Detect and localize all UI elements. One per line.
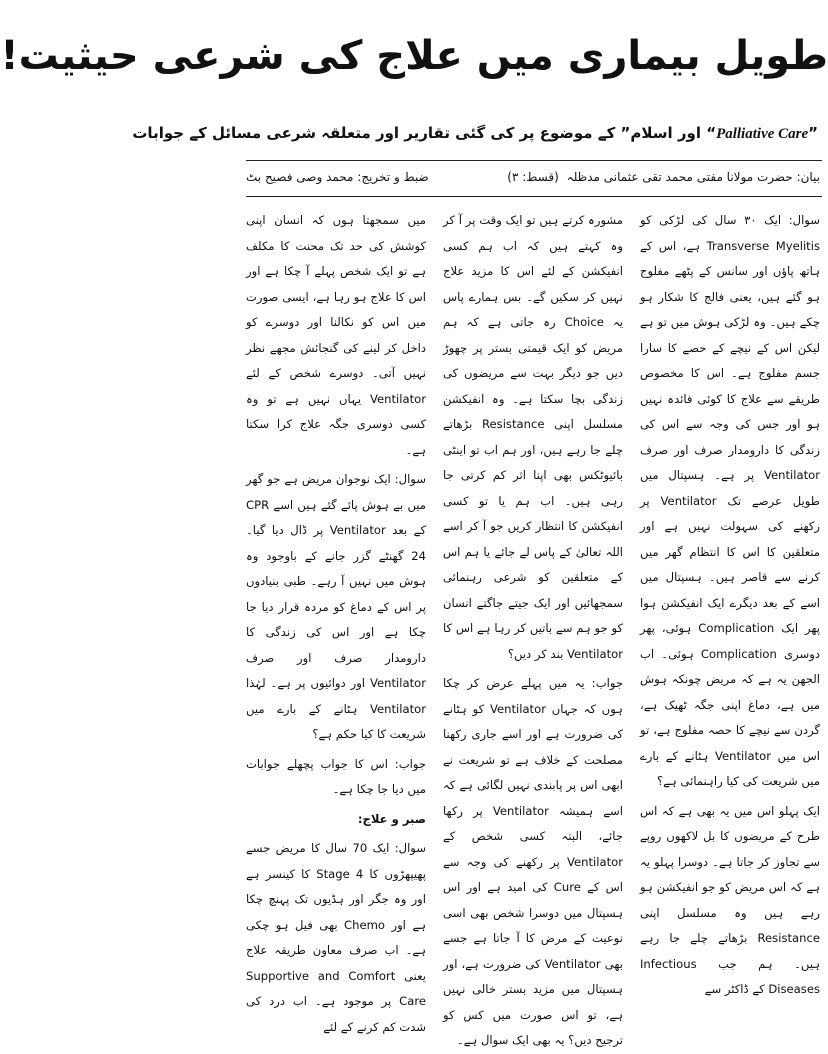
paragraph: جواب: یہ میں پہلے عرض کر چکا ہوں کہ جہاں Ventilator کو ہٹانے کی ضرورت ہے اور اسے جاری رکھنا مصلحت کے خلاف ہے تو شریعت نے ابھی اس پر پابندی نہیں لگائی ہے کہ اسے ہمیشہ Ventilator پر رکھا جائے، البتہ کسی شخص کے Ventilator پر رکھنے کی وجہ سے اس کے Cure کی امید ہے اور اس ہسپتال میں دوسرا شخص بھی اسی نوعیت کے مرض کا آ جاتا ہے جسے بھی Ventilator کی ضرورت ہے، اور ہسپتال میں مزید بستر خالی نہیں ہے، تو اس صورت میں کس کو ترجیح دیں؟ یہ بھی ایک سوال ہے۔ [443, 676, 623, 1047]
byline-author: بیان: حضرت مولانا مفتی محمد تقی عثمانی مدظلہ [566, 170, 820, 184]
paragraph: جواب: اس کا جواب پچھلے جوابات میں دیا جا چکا ہے۔ [246, 756, 426, 796]
column-middle [443, 208, 623, 1047]
byline-part: (قسط: ۳) [507, 170, 559, 184]
subtitle-quote-open: ” [808, 124, 818, 142]
paragraph: سوال: ایک نوجوان مریض ہے جو گھر میں بے ہوش پائے گئے ہیں اسے CPR کے بعد Ventilator پر ڈال دیا گیا۔ 24 گھنٹے گزر جانے کے باوجود وہ ہوش میں نہیں آ رہے۔ طبی بنیادوں پر اس کے دماغ کو مردہ قرار دیا جا چکا ہے اور اس کی زندگی کا دارومدار صرف اور صرف Ventilator اور دوائیوں پر ہے۔ لہٰذا Ventilator ہٹانے کے بارے میں شریعت کا کیا حکم ہے؟ [246, 472, 426, 741]
paragraph: میں سمجھتا ہوں کہ انسان اپنی کوشش کی حد تک محنت کا مکلف ہے تو ایک شخص پہلے آ چکا ہے اور اس کا علاج ہو رہا ہے، ایسی صورت میں اس کو نکالنا اور دوسرے کو داخل کر لینے کی گنجائش مجھے نظر نہیں آتی۔ دوسرے شخص کے لئے Ventilator یہاں نہیں ہے تو وہ کسی دوسری جگہ علاج کرا سکتا ہے۔ [246, 213, 426, 457]
column-right [640, 208, 821, 996]
byline [246, 166, 820, 192]
bottom-rule [246, 196, 822, 197]
paragraph: ایک پہلو اس میں یہ بھی ہے کہ اس طرح کے مریضوں کا بل لاکھوں روپے سے تجاوز کر جاتا ہے۔ دوسرا پہلو یہ ہے کہ اس مریض کو جو انفیکشن ہو رہے ہیں وہ مسلسل اپنی Resistance بڑھاتے چلے جا رہے ہیں۔ ہم جب Infectious Diseases کے ڈاکٹر سے [640, 803, 820, 996]
top-rule [246, 160, 822, 161]
column-left [246, 208, 427, 1034]
subtitle-english: Palliative Care [716, 126, 809, 142]
paragraph: سوال: ایک ۳۰ سال کی لڑکی کو Transverse Myelitis ہے، اس کے ہاتھ پاؤں اور سانس کے پٹھے مفلوج ہو گئے ہیں، یعنی فالج کا شکار ہو چکے ہیں۔ وہ لڑکی ہوش میں تو ہے لیکن اس کے نیچے کے حصے کا سارا جسم مفلوج ہے۔ اس کا مخصوص طریقے سے علاج کا کوئی فائدہ نہیں ہو اور جس کی وجہ سے اس کی زندگی کا دارومدار صرف اور صرف Ventilator پر ہے۔ ہسپتال میں طویل عرصے تک Ventilator پر رکھنے کی سہولت نہیں ہے اور متعلقین کا اس کا انتظام گھر میں کرنے سے قاصر ہیں۔ ہسپتال میں اسے کے بعد دیگرے ایک انفیکشن ہوا پھر ایک Complication ہوئی، پھر دوسری Complication ہوئی۔ اب الجھن یہ ہے کہ مریض چونکہ ہوش میں ہے، دماغ اپنی جگہ ٹھیک ہے، گردن سے نیچے کا حصہ مفلوج ہے، تو اس میں Ventilator ہٹانے کے بارے میں شریعت کی کیا راہنمائی ہے؟ [640, 213, 821, 788]
subtitle-urdu: “ اور اسلام” کے موضوع پر کی گئی تقاریر اور متعلقہ شرعی مسائل کے جوابات [132, 124, 717, 142]
paragraph: سوال: ایک 70 سال کا مریض جسے پھیپھڑوں کا Stage 4 کا کینسر ہے اور وہ جگر اور ہڈیوں تک پہنچ چکا ہے اور Chemo بھی فیل ہو چکی ہے۔ اب صرف معاون طریقہ علاج یعنی Supportive and Comfort Care پر موجود ہے۔ اب درد کی شدت کم کرنے کے لئے [246, 841, 427, 1034]
section-heading: صبر و علاج: [357, 811, 426, 826]
byline-compiler: ضبط و تخریج: محمد وصی فصیح بٹ [246, 170, 429, 184]
article-title: طویل بیماری میں علاج کی شرعی حیثیت! [0, 33, 828, 79]
article-subtitle [132, 124, 818, 143]
paragraph: مشورہ کرتے ہیں تو ایک وقت پر آ کر وہ کہتے ہیں کہ اب ہم کسی انفیکشن کے لئے اس کا مزید علاج نہیں کر سکیں گے۔ بس ہمارے پاس یہ Choice رہ جاتی ہے کہ ہم مریض کو ایک قیمتی بستر پر چھوڑ دیں جو دیگر بہت سے مریضوں کی زندگی بچا سکتا ہے۔ وہ انفیکشن مسلسل اپنی Resistance بڑھاتے چلے جا رہے ہیں، اور ہم اب تو اینٹی بائیوٹکس بھی اپنا اثر کم کرتی جا رہی ہیں۔ اب ہم یا تو کسی انفیکشن کا انتظار کریں جو آ کر اسے اللہ تعالیٰ کے پاس لے جائے یا ہم اس کے متعلقین کو شرعی رہنمائی سمجھائیں اور ایک جیتے جاگتے انسان کو جو ہم سے باتیں کر رہا ہے اس کا Ventilator بند کر دیں؟ [443, 213, 623, 661]
